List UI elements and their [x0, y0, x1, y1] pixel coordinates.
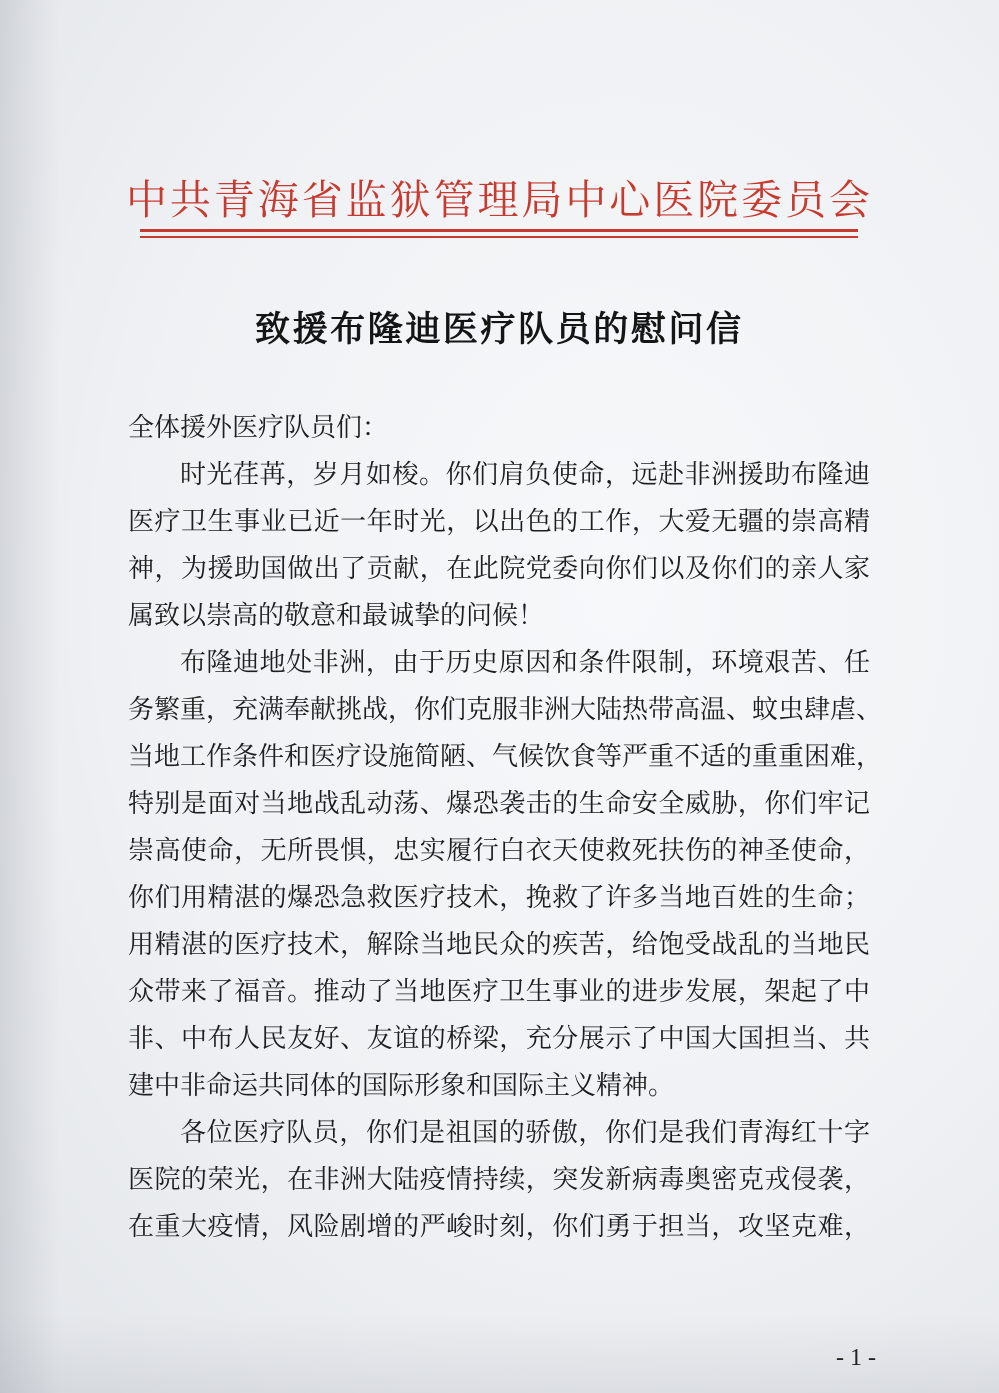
paragraph-2 [128, 639, 883, 1109]
paragraph-line: 用精湛的医疗技术，解除当地民众的疾苦，给饱受战乱的当地民 [128, 930, 870, 959]
paragraph-line: 崇高使命，无所畏惧，忠实履行白衣天使救死扶伤的神圣使命， [128, 836, 870, 865]
header-rule-thin [140, 236, 858, 238]
paragraph-line: 时光荏苒，岁月如梭。你们肩负使命，远赴非洲援助布隆迪 [180, 460, 870, 489]
page-number: - 1 - [836, 1345, 876, 1371]
paragraph-line: 建中非命运共同体的国际形象和国际主义精神。 [128, 1071, 675, 1100]
letter-body [128, 404, 883, 1250]
paragraph-line: 布隆迪地处非洲，由于历史原因和条件限制，环境艰苦、任 [180, 648, 870, 677]
paragraph-line: 在重大疫情，风险剧增的严峻时刻，你们勇于担当，攻坚克难， [128, 1212, 870, 1241]
paragraph-1 [128, 451, 870, 639]
paragraph-line: 医疗卫生事业已近一年时光，以出色的工作，大爱无疆的崇高精 [128, 507, 870, 536]
paragraph-line: 非、中布人民友好、友谊的桥梁，充分展示了中国大国担当、共 [128, 1024, 870, 1053]
paragraph-line: 你们用精湛的爆恐急救医疗技术，挽救了许多当地百姓的生命； [128, 883, 870, 912]
paragraph-line: 各位医疗队员，你们是祖国的骄傲，你们是我们青海红十字 [180, 1118, 870, 1147]
paragraph-3 [128, 1109, 870, 1250]
header-rule-thick [140, 229, 858, 232]
paragraph-line: 属致以崇高的敬意和最诚挚的问候！ [128, 601, 545, 630]
organization-header: 中共青海省监狱管理局中心医院委员会 [126, 177, 870, 223]
paragraph-line: 医院的荣光，在非洲大陆疫情持续，突发新病毒奥密克戎侵袭， [128, 1165, 870, 1194]
paragraph-line: 特别是面对当地战乱动荡、爆恐袭击的生命安全威胁，你们牢记 [128, 789, 870, 818]
paragraph-line: 众带来了福音。推动了当地医疗卫生事业的进步发展，架起了中 [128, 977, 870, 1006]
paragraph-line: 务繁重，充满奉献挑战，你们克服非洲大陆热带高温、蚊虫肆虐、 [128, 695, 883, 724]
paragraph-line: 当地工作条件和医疗设施简陋、气候饮食等严重不适的重重困难， [128, 742, 883, 771]
letter-title: 致援布隆迪医疗队员的慰问信 [255, 310, 741, 349]
paragraph-line: 神，为援助国做出了贡献，在此院党委向你们以及你们的亲人家 [128, 554, 870, 583]
salutation: 全体援外医疗队员们： [128, 413, 389, 442]
